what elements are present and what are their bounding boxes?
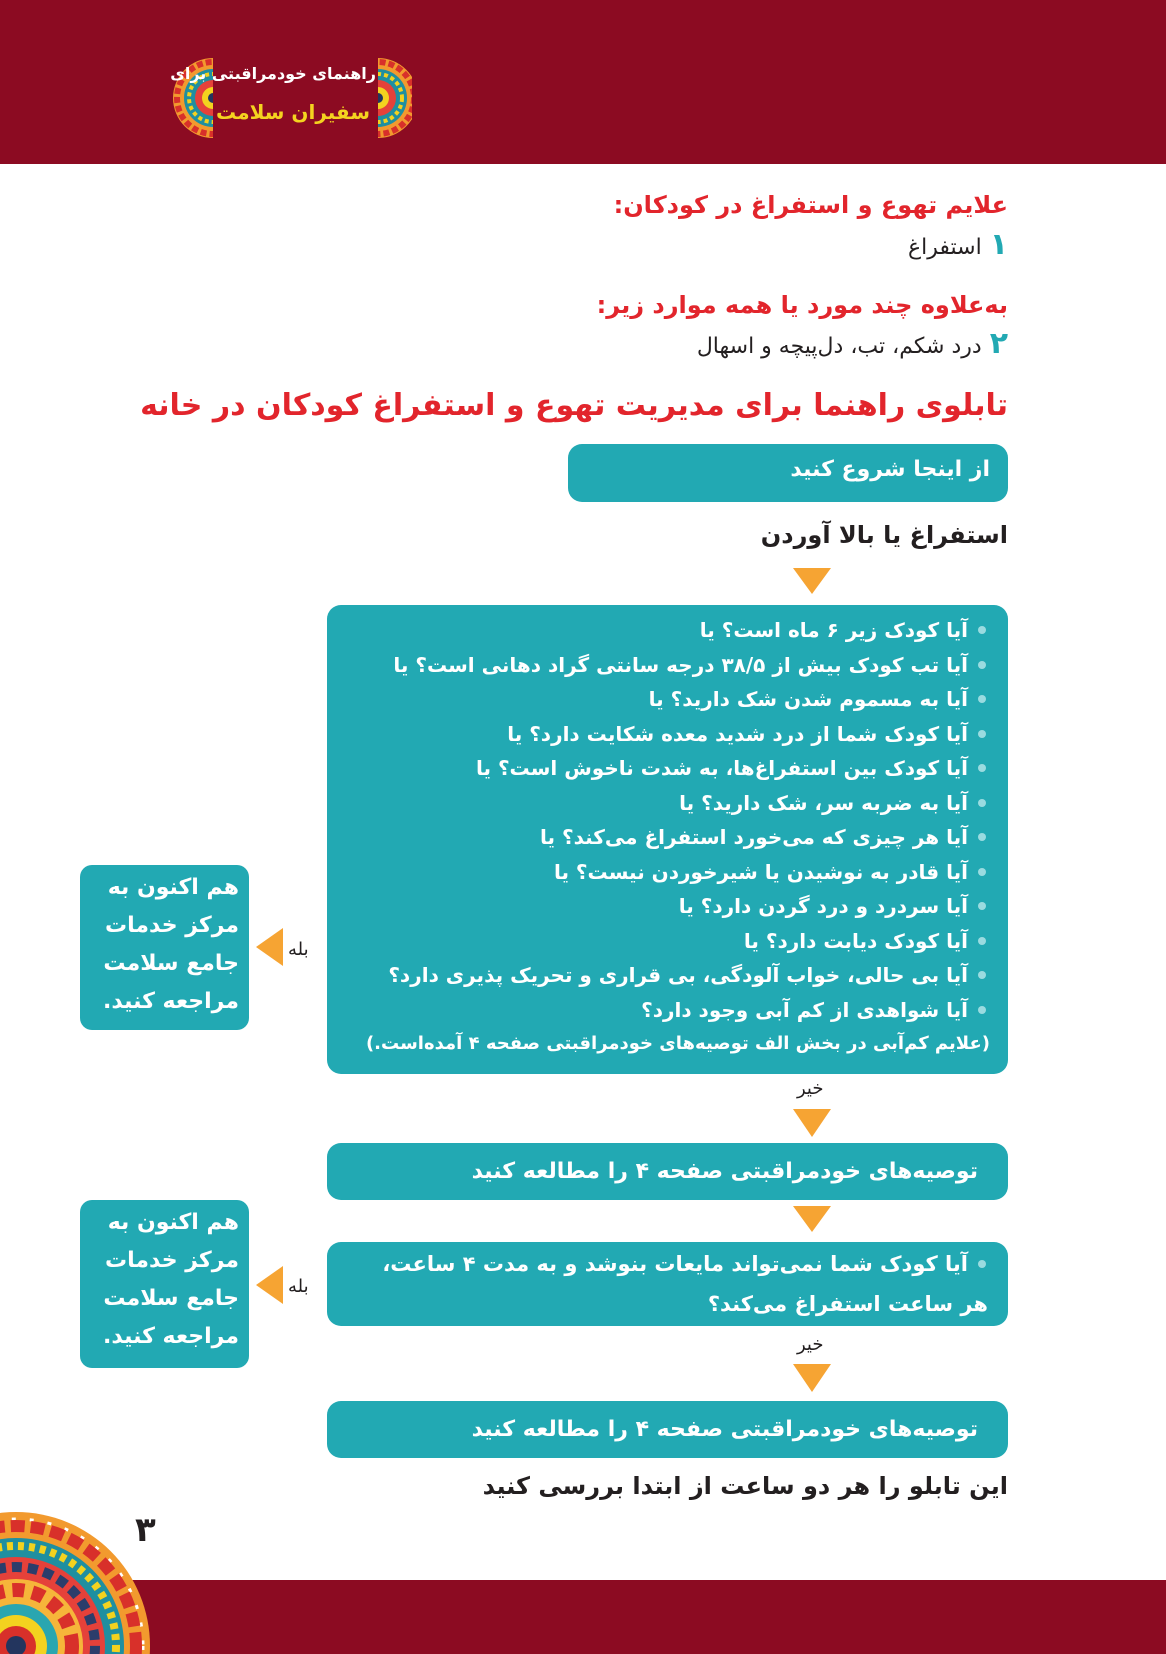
refer-line: جامع سلامت — [103, 951, 239, 976]
no-label: خیر — [797, 1078, 824, 1099]
symptom-number: ۱ — [989, 227, 1008, 262]
mandala-icon — [0, 1480, 150, 1654]
questions-box — [327, 605, 1008, 1074]
question-item: آیا هر چیزی که می‌خورد استفراغ می‌کند؟ یا — [337, 820, 990, 855]
question-item: آیا کودک شما از درد شدید معده شکایت دارد؟ یا — [337, 717, 990, 752]
symptom-item — [908, 225, 1008, 268]
arrow-down-icon — [793, 1364, 831, 1392]
symptom-text: استفراغ — [907, 235, 982, 260]
refer-box — [80, 865, 249, 1030]
self-care-label: توصیه‌های خودمراقبتی صفحه ۴ را مطالعه کنید — [471, 1417, 978, 1442]
page-number: ۳ — [135, 1510, 156, 1550]
question-item: آیا به ضربه سر، شک دارید؟ یا — [337, 786, 990, 821]
start-box-label: از اینجا شروع کنید — [790, 457, 990, 482]
symptoms-title: علایم تهوع و استفراغ در کودکان: — [613, 191, 1008, 219]
logo-line-2: سفیران سلامت — [216, 100, 370, 124]
footer-note: این تابلو را هر دو ساعت از ابتدا بررسی کنید — [482, 1472, 1008, 1500]
refer-line: هم اکنون به — [107, 1210, 239, 1235]
arrow-down-icon — [793, 1206, 831, 1232]
arrow-down-icon — [793, 568, 831, 594]
refer-box — [80, 1200, 249, 1368]
refer-line: جامع سلامت — [103, 1286, 239, 1311]
question-item: آیا کودک زیر ۶ ماه است؟ یا — [337, 613, 990, 648]
question-item: آیا سردرد و درد گردن دارد؟ یا — [337, 889, 990, 924]
start-box — [568, 444, 1008, 502]
mandala-icon — [378, 56, 412, 140]
self-care-box — [327, 1143, 1008, 1200]
refer-line: مراجعه کنید. — [103, 1324, 239, 1349]
yes-label: بله — [288, 1276, 309, 1297]
self-care-box — [327, 1401, 1008, 1458]
yes-label: بله — [288, 939, 309, 960]
question-item: آیا قادر به نوشیدن یا شیرخوردن نیست؟ یا — [337, 855, 990, 890]
logo — [169, 52, 412, 144]
question-item: آیا تب کودک بیش از ۳۸/۵ درجه سانتی گراد دهانی است؟ یا — [337, 648, 990, 683]
trigger-text: استفراغ یا بالا آوردن — [760, 521, 1008, 549]
question-item: آیا به مسموم شدن شک دارید؟ یا — [337, 682, 990, 717]
symptom-text: درد شکم، تب، دل‌پیچه و اسهال — [696, 334, 982, 359]
refer-line: مرکز خدمات — [105, 1248, 239, 1273]
question-item: آیا کودک بین استفراغ‌ها، به شدت ناخوش است؟ یا — [337, 751, 990, 786]
question-item: آیا کودک دیابت دارد؟ یا — [337, 924, 990, 959]
question-2-box — [327, 1242, 1008, 1326]
question-item: آیا بی حالی، خواب آلودگی، بی قراری و تحریک پذیری دارد؟ — [337, 958, 990, 993]
flowchart-title: تابلوی راهنما برای مدیریت تهوع و استفراغ کودکان در خانه — [140, 388, 1008, 423]
questions-list — [327, 605, 1008, 1062]
question-2-line: هر ساعت استفراغ می‌کند؟ — [707, 1292, 988, 1316]
question-2-line: آیا کودک شما نمی‌تواند مایعات بنوشد و به مدت ۴ ساعت، — [327, 1244, 1008, 1284]
arrow-down-icon — [793, 1109, 831, 1137]
arrow-left-icon — [256, 1266, 283, 1304]
questions-note: (علایم کم‌آبی در بخش الف توصیه‌های خودمراقبتی صفحه ۴ آمده‌است.) — [365, 1033, 990, 1054]
footer-band — [0, 1580, 1166, 1654]
symptom-item — [697, 324, 1008, 367]
refer-line: هم اکنون به — [107, 875, 239, 900]
self-care-label: توصیه‌های خودمراقبتی صفحه ۴ را مطالعه کنید — [471, 1159, 978, 1184]
symptoms-subtitle: به‌علاوه چند مورد یا همه موارد زیر: — [596, 291, 1008, 319]
refer-line: مراجعه کنید. — [103, 989, 239, 1014]
no-label: خیر — [797, 1334, 824, 1355]
question-item: آیا شواهدی از کم آبی وجود دارد؟ — [337, 993, 990, 1028]
symptom-number: ۲ — [989, 326, 1008, 361]
logo-line-1: راهنمای خودمراقبتی برای — [170, 64, 376, 83]
arrow-left-icon — [256, 928, 283, 966]
refer-line: مرکز خدمات — [105, 913, 239, 938]
